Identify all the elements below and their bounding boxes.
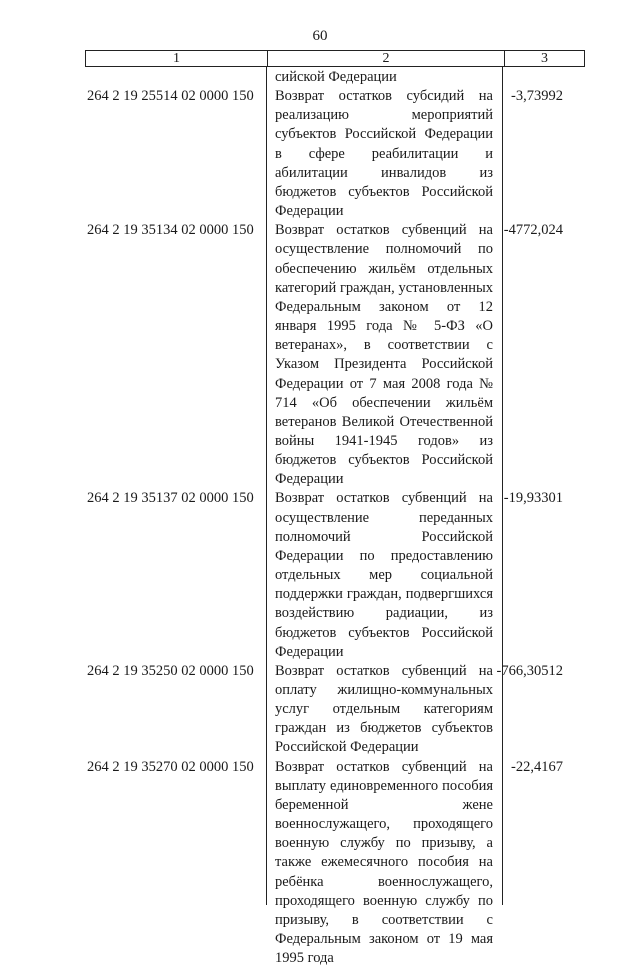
column-header-2: 2: [268, 51, 505, 66]
description-cell: Возврат остатков субвенций на осуществление полномочий по обеспечению жильём отдельных категорий граждан, установленных Федеральным законом от 12 января 1995 года № 5-ФЗ «О ветеранах», в соответствии с Указом Президента Российской Федерации от 7 мая 2008 года № 714 «Об обеспечении жильём ветеранов Великой Отечественной войны 1941-1945 годов» из бюджетов субъектов Российской Федерации: [275, 222, 493, 488]
code-cell: 264 2 19 35137 02 0000 150: [87, 490, 254, 507]
description-cell: сийской Федерации: [275, 69, 397, 85]
amount-cell: -22,4167: [511, 758, 563, 775]
page-number: 60: [312, 28, 328, 44]
table-header-row: [85, 50, 585, 67]
table-body: [85, 68, 585, 968]
table-row: [85, 221, 585, 489]
table-row: [85, 489, 585, 661]
amount-cell: -4772,024: [503, 222, 563, 239]
description-cell: Возврат остатков субвенций на осуществление переданных полномочий Российской Федерации по предоставлению отдельных мер социальной поддержки граждан, подвергшихся воздействию радиации, из бюджетов субъектов Российской Федерации: [275, 490, 493, 660]
code-cell: 264 2 19 35270 02 0000 150: [87, 758, 254, 775]
column-header-3: 3: [541, 51, 548, 66]
amount-cell: -766,30512: [496, 662, 563, 679]
code-cell: [85, 68, 266, 87]
table-row: [85, 758, 585, 968]
table-row: [85, 662, 585, 758]
table-row-continuation: [85, 68, 585, 87]
code-cell: 264 2 19 25514 02 0000 150: [87, 88, 254, 105]
column-header-1: 1: [86, 51, 268, 66]
description-cell: Возврат остатков субвенций на выплату единовременного пособия беременной жене военнослужащего, проходящего военную службу по призыву, а также ежемесячного пособия на ребёнка военнослужащего, проходящего военную службу по призыву, в соответствии с Федеральным законом от 19 мая 1995 года: [275, 758, 493, 967]
description-cell: Возврат остатков субсидий на реализацию мероприятий субъектов Российской Федерации в сфере реабилитации и абилитации инвалидов из бюджетов субъектов Российской Федерации: [275, 88, 493, 220]
code-cell: 264 2 19 35134 02 0000 150: [87, 222, 254, 239]
table-row: [85, 87, 585, 221]
amount-cell: -3,73992: [511, 88, 563, 105]
amount-cell: [493, 68, 585, 87]
description-cell: Возврат остатков субвенций на оплату жилищно-коммунальных услуг отдельным категориям граждан из бюджетов субъектов Российской Федерации: [275, 662, 493, 756]
amount-cell: -19,93301: [503, 490, 563, 507]
code-cell: 264 2 19 35250 02 0000 150: [87, 662, 254, 679]
